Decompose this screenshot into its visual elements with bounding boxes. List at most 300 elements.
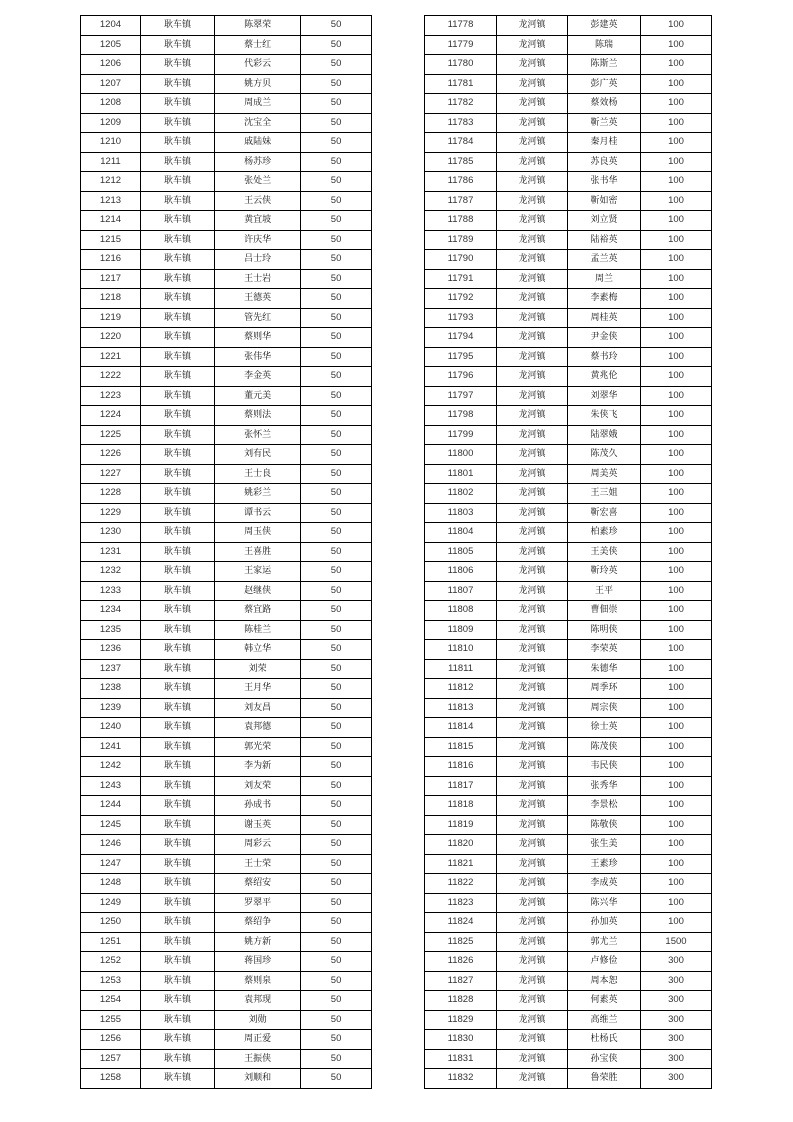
row-number: 1223 xyxy=(81,386,141,406)
name-cell: 鲁荣胜 xyxy=(568,1069,641,1089)
row-number: 11792 xyxy=(425,289,497,309)
amount-cell: 50 xyxy=(301,386,372,406)
table-row xyxy=(81,230,372,250)
town-cell: 龙河镇 xyxy=(497,55,568,75)
amount-cell: 50 xyxy=(301,523,372,543)
amount-cell: 100 xyxy=(641,152,712,172)
table-row xyxy=(81,523,372,543)
name-cell: 陈斯兰 xyxy=(568,55,641,75)
amount-cell: 50 xyxy=(301,815,372,835)
town-cell: 龙河镇 xyxy=(497,815,568,835)
table-row xyxy=(81,445,372,465)
amount-cell: 100 xyxy=(641,211,712,231)
table-row xyxy=(81,893,372,913)
name-cell: 靳兰英 xyxy=(568,113,641,133)
table-row xyxy=(81,55,372,75)
amount-cell: 300 xyxy=(641,1069,712,1089)
amount-cell: 50 xyxy=(301,776,372,796)
name-cell: 周季环 xyxy=(568,679,641,699)
amount-cell: 50 xyxy=(301,406,372,426)
town-cell: 龙河镇 xyxy=(497,425,568,445)
amount-cell: 100 xyxy=(641,718,712,738)
table-row xyxy=(425,289,712,309)
row-number: 1208 xyxy=(81,94,141,114)
name-cell: 周正爱 xyxy=(215,1030,301,1050)
name-cell: 柏素珍 xyxy=(568,523,641,543)
amount-cell: 100 xyxy=(641,523,712,543)
table-row xyxy=(81,562,372,582)
amount-cell: 300 xyxy=(641,1030,712,1050)
table-row xyxy=(81,620,372,640)
town-cell: 龙河镇 xyxy=(497,328,568,348)
name-cell: 王振侠 xyxy=(215,1049,301,1069)
name-cell: 陈兴华 xyxy=(568,893,641,913)
amount-cell: 50 xyxy=(301,250,372,270)
table-row xyxy=(425,737,712,757)
table-row xyxy=(81,659,372,679)
town-cell: 耿车镇 xyxy=(140,250,214,270)
row-number: 11826 xyxy=(425,952,497,972)
table-row xyxy=(425,835,712,855)
table-row xyxy=(425,1049,712,1069)
name-cell: 朱德华 xyxy=(568,659,641,679)
name-cell: 陈茂久 xyxy=(568,445,641,465)
row-number: 11805 xyxy=(425,542,497,562)
town-cell: 龙河镇 xyxy=(497,601,568,621)
town-cell: 耿车镇 xyxy=(140,757,214,777)
amount-cell: 50 xyxy=(301,893,372,913)
table-row xyxy=(425,620,712,640)
row-number: 11809 xyxy=(425,620,497,640)
name-cell: 李金英 xyxy=(215,367,301,387)
table-row xyxy=(81,347,372,367)
town-cell: 龙河镇 xyxy=(497,835,568,855)
name-cell: 代彩云 xyxy=(215,55,301,75)
name-cell: 靳玲英 xyxy=(568,562,641,582)
name-cell: 李成英 xyxy=(568,874,641,894)
town-cell: 耿车镇 xyxy=(140,152,214,172)
table-row xyxy=(425,1010,712,1030)
town-cell: 龙河镇 xyxy=(497,581,568,601)
row-number: 1210 xyxy=(81,133,141,153)
name-cell: 高维兰 xyxy=(568,1010,641,1030)
amount-cell: 100 xyxy=(641,659,712,679)
table-row xyxy=(81,971,372,991)
table-row xyxy=(425,172,712,192)
table-row xyxy=(425,250,712,270)
town-cell: 耿车镇 xyxy=(140,133,214,153)
table-row xyxy=(425,328,712,348)
name-cell: 刘有民 xyxy=(215,445,301,465)
row-number: 1204 xyxy=(81,16,141,36)
row-number: 1229 xyxy=(81,503,141,523)
town-cell: 龙河镇 xyxy=(497,679,568,699)
table-row xyxy=(425,1030,712,1050)
table-row xyxy=(81,250,372,270)
amount-cell: 100 xyxy=(641,425,712,445)
table-row xyxy=(425,659,712,679)
row-number: 1216 xyxy=(81,250,141,270)
amount-cell: 100 xyxy=(641,815,712,835)
name-cell: 黄兆伦 xyxy=(568,367,641,387)
row-number: 1205 xyxy=(81,35,141,55)
amount-cell: 50 xyxy=(301,16,372,36)
town-cell: 龙河镇 xyxy=(497,1010,568,1030)
table-row xyxy=(81,35,372,55)
row-number: 11830 xyxy=(425,1030,497,1050)
town-cell: 龙河镇 xyxy=(497,74,568,94)
amount-cell: 50 xyxy=(301,445,372,465)
row-number: 1235 xyxy=(81,620,141,640)
amount-cell: 100 xyxy=(641,776,712,796)
row-number: 1215 xyxy=(81,230,141,250)
town-cell: 龙河镇 xyxy=(497,796,568,816)
name-cell: 王喜胜 xyxy=(215,542,301,562)
name-cell: 张书华 xyxy=(568,172,641,192)
name-cell: 刘友荣 xyxy=(215,776,301,796)
row-number: 1221 xyxy=(81,347,141,367)
amount-cell: 100 xyxy=(641,386,712,406)
row-number: 11816 xyxy=(425,757,497,777)
town-cell: 龙河镇 xyxy=(497,542,568,562)
name-cell: 靳宏喜 xyxy=(568,503,641,523)
table-row xyxy=(425,952,712,972)
row-number: 11802 xyxy=(425,484,497,504)
town-cell: 龙河镇 xyxy=(497,776,568,796)
table-row xyxy=(81,542,372,562)
table-row xyxy=(425,484,712,504)
table-row xyxy=(81,1010,372,1030)
name-cell: 姚彩兰 xyxy=(215,484,301,504)
row-number: 11824 xyxy=(425,913,497,933)
amount-cell: 100 xyxy=(641,874,712,894)
row-number: 1248 xyxy=(81,874,141,894)
table-row xyxy=(81,406,372,426)
name-cell: 袁邦德 xyxy=(215,718,301,738)
table-row xyxy=(425,464,712,484)
town-cell: 耿车镇 xyxy=(140,269,214,289)
table-row xyxy=(81,679,372,699)
name-cell: 刘顺和 xyxy=(215,1069,301,1089)
amount-cell: 100 xyxy=(641,464,712,484)
amount-cell: 50 xyxy=(301,133,372,153)
town-cell: 耿车镇 xyxy=(140,796,214,816)
table-row xyxy=(425,1069,712,1089)
amount-cell: 50 xyxy=(301,757,372,777)
amount-cell: 50 xyxy=(301,152,372,172)
amount-cell: 50 xyxy=(301,191,372,211)
row-number: 11784 xyxy=(425,133,497,153)
name-cell: 谢玉英 xyxy=(215,815,301,835)
amount-cell: 50 xyxy=(301,874,372,894)
right-table xyxy=(424,15,712,1089)
table-row xyxy=(81,815,372,835)
table-row xyxy=(425,211,712,231)
amount-cell: 100 xyxy=(641,484,712,504)
town-cell: 耿车镇 xyxy=(140,113,214,133)
town-cell: 耿车镇 xyxy=(140,386,214,406)
row-number: 11783 xyxy=(425,113,497,133)
table-row xyxy=(81,503,372,523)
row-number: 11829 xyxy=(425,1010,497,1030)
town-cell: 龙河镇 xyxy=(497,874,568,894)
town-cell: 耿车镇 xyxy=(140,464,214,484)
table-row xyxy=(425,913,712,933)
town-cell: 龙河镇 xyxy=(497,386,568,406)
table-row xyxy=(81,796,372,816)
row-number: 11800 xyxy=(425,445,497,465)
town-cell: 龙河镇 xyxy=(497,562,568,582)
table-row xyxy=(425,640,712,660)
row-number: 1238 xyxy=(81,679,141,699)
row-number: 1253 xyxy=(81,971,141,991)
town-cell: 龙河镇 xyxy=(497,211,568,231)
town-cell: 耿车镇 xyxy=(140,874,214,894)
table-row xyxy=(81,932,372,952)
name-cell: 王士良 xyxy=(215,464,301,484)
amount-cell: 100 xyxy=(641,679,712,699)
table-row xyxy=(425,854,712,874)
town-cell: 龙河镇 xyxy=(497,523,568,543)
row-number: 11827 xyxy=(425,971,497,991)
town-cell: 耿车镇 xyxy=(140,94,214,114)
name-cell: 陈明侠 xyxy=(568,620,641,640)
table-row xyxy=(425,406,712,426)
amount-cell: 50 xyxy=(301,718,372,738)
name-cell: 李景松 xyxy=(568,796,641,816)
table-row xyxy=(81,718,372,738)
amount-cell: 100 xyxy=(641,698,712,718)
table-row xyxy=(425,347,712,367)
amount-cell: 100 xyxy=(641,854,712,874)
table-row xyxy=(425,581,712,601)
town-cell: 龙河镇 xyxy=(497,913,568,933)
name-cell: 蔡则泉 xyxy=(215,971,301,991)
town-cell: 龙河镇 xyxy=(497,718,568,738)
amount-cell: 100 xyxy=(641,757,712,777)
amount-cell: 50 xyxy=(301,835,372,855)
amount-cell: 50 xyxy=(301,425,372,445)
town-cell: 龙河镇 xyxy=(497,1030,568,1050)
table-row xyxy=(425,35,712,55)
amount-cell: 50 xyxy=(301,1049,372,1069)
table-row xyxy=(81,328,372,348)
town-cell: 耿车镇 xyxy=(140,854,214,874)
name-cell: 刘立贤 xyxy=(568,211,641,231)
town-cell: 龙河镇 xyxy=(497,445,568,465)
amount-cell: 100 xyxy=(641,133,712,153)
name-cell: 靳如密 xyxy=(568,191,641,211)
town-cell: 龙河镇 xyxy=(497,640,568,660)
row-number: 11832 xyxy=(425,1069,497,1089)
town-cell: 耿车镇 xyxy=(140,581,214,601)
amount-cell: 100 xyxy=(641,406,712,426)
row-number: 11798 xyxy=(425,406,497,426)
row-number: 11786 xyxy=(425,172,497,192)
name-cell: 王月华 xyxy=(215,679,301,699)
name-cell: 陆裕英 xyxy=(568,230,641,250)
town-cell: 耿车镇 xyxy=(140,367,214,387)
row-number: 1207 xyxy=(81,74,141,94)
name-cell: 朱侠飞 xyxy=(568,406,641,426)
name-cell: 沈宝全 xyxy=(215,113,301,133)
name-cell: 王美侠 xyxy=(568,542,641,562)
name-cell: 王素珍 xyxy=(568,854,641,874)
name-cell: 蒋国珍 xyxy=(215,952,301,972)
table-row xyxy=(81,308,372,328)
amount-cell: 50 xyxy=(301,172,372,192)
town-cell: 耿车镇 xyxy=(140,640,214,660)
row-number: 1227 xyxy=(81,464,141,484)
table-row xyxy=(81,952,372,972)
row-number: 11820 xyxy=(425,835,497,855)
town-cell: 耿车镇 xyxy=(140,932,214,952)
name-cell: 陈桂兰 xyxy=(215,620,301,640)
table-row xyxy=(81,16,372,36)
amount-cell: 100 xyxy=(641,347,712,367)
town-cell: 耿车镇 xyxy=(140,425,214,445)
name-cell: 周桂英 xyxy=(568,308,641,328)
town-cell: 耿车镇 xyxy=(140,523,214,543)
amount-cell: 100 xyxy=(641,640,712,660)
row-number: 11811 xyxy=(425,659,497,679)
amount-cell: 300 xyxy=(641,1010,712,1030)
row-number: 11785 xyxy=(425,152,497,172)
row-number: 1247 xyxy=(81,854,141,874)
row-number: 1213 xyxy=(81,191,141,211)
row-number: 11781 xyxy=(425,74,497,94)
name-cell: 赵继侠 xyxy=(215,581,301,601)
town-cell: 龙河镇 xyxy=(497,133,568,153)
name-cell: 孟兰英 xyxy=(568,250,641,270)
row-number: 1218 xyxy=(81,289,141,309)
name-cell: 陈茂侠 xyxy=(568,737,641,757)
amount-cell: 50 xyxy=(301,1030,372,1050)
name-cell: 李为新 xyxy=(215,757,301,777)
name-cell: 杜杨氏 xyxy=(568,1030,641,1050)
row-number: 1251 xyxy=(81,932,141,952)
town-cell: 耿车镇 xyxy=(140,698,214,718)
town-cell: 龙河镇 xyxy=(497,347,568,367)
row-number: 11814 xyxy=(425,718,497,738)
table-row xyxy=(425,718,712,738)
table-row xyxy=(425,230,712,250)
name-cell: 谭书云 xyxy=(215,503,301,523)
amount-cell: 100 xyxy=(641,94,712,114)
row-number: 11801 xyxy=(425,464,497,484)
town-cell: 耿车镇 xyxy=(140,191,214,211)
amount-cell: 100 xyxy=(641,620,712,640)
town-cell: 耿车镇 xyxy=(140,74,214,94)
name-cell: 吕士玲 xyxy=(215,250,301,270)
amount-cell: 300 xyxy=(641,971,712,991)
amount-cell: 50 xyxy=(301,464,372,484)
town-cell: 龙河镇 xyxy=(497,35,568,55)
name-cell: 周彩云 xyxy=(215,835,301,855)
row-number: 11810 xyxy=(425,640,497,660)
town-cell: 龙河镇 xyxy=(497,464,568,484)
town-cell: 耿车镇 xyxy=(140,1030,214,1050)
town-cell: 龙河镇 xyxy=(497,932,568,952)
table-row xyxy=(81,757,372,777)
amount-cell: 50 xyxy=(301,367,372,387)
row-number: 1233 xyxy=(81,581,141,601)
table-row xyxy=(81,698,372,718)
name-cell: 郭尤兰 xyxy=(568,932,641,952)
table-row xyxy=(81,191,372,211)
name-cell: 蔡效杨 xyxy=(568,94,641,114)
table-row xyxy=(425,308,712,328)
town-cell: 龙河镇 xyxy=(497,659,568,679)
amount-cell: 1500 xyxy=(641,932,712,952)
table-row xyxy=(81,425,372,445)
row-number: 1257 xyxy=(81,1049,141,1069)
town-cell: 耿车镇 xyxy=(140,1069,214,1089)
table-row xyxy=(425,113,712,133)
town-cell: 耿车镇 xyxy=(140,1010,214,1030)
name-cell: 罗翠平 xyxy=(215,893,301,913)
town-cell: 龙河镇 xyxy=(497,367,568,387)
row-number: 1232 xyxy=(81,562,141,582)
table-row xyxy=(81,367,372,387)
name-cell: 李荣英 xyxy=(568,640,641,660)
amount-cell: 50 xyxy=(301,854,372,874)
row-number: 1230 xyxy=(81,523,141,543)
table-row xyxy=(81,211,372,231)
row-number: 11780 xyxy=(425,55,497,75)
amount-cell: 100 xyxy=(641,172,712,192)
row-number: 1224 xyxy=(81,406,141,426)
table-row xyxy=(425,991,712,1011)
row-number: 11819 xyxy=(425,815,497,835)
table-row xyxy=(81,581,372,601)
name-cell: 张怀兰 xyxy=(215,425,301,445)
table-row xyxy=(81,152,372,172)
name-cell: 韦民侠 xyxy=(568,757,641,777)
town-cell: 耿车镇 xyxy=(140,679,214,699)
row-number: 1239 xyxy=(81,698,141,718)
row-number: 11796 xyxy=(425,367,497,387)
town-cell: 龙河镇 xyxy=(497,152,568,172)
amount-cell: 50 xyxy=(301,659,372,679)
town-cell: 耿车镇 xyxy=(140,172,214,192)
table-row xyxy=(425,796,712,816)
right-table-body xyxy=(425,16,712,1089)
table-row xyxy=(425,269,712,289)
row-number: 11790 xyxy=(425,250,497,270)
name-cell: 张伟华 xyxy=(215,347,301,367)
row-number: 11825 xyxy=(425,932,497,952)
left-table-body xyxy=(81,16,372,1089)
town-cell: 耿车镇 xyxy=(140,991,214,1011)
name-cell: 蔡则法 xyxy=(215,406,301,426)
name-cell: 袁邦现 xyxy=(215,991,301,1011)
row-number: 11818 xyxy=(425,796,497,816)
table-row xyxy=(425,815,712,835)
amount-cell: 50 xyxy=(301,503,372,523)
name-cell: 秦月桂 xyxy=(568,133,641,153)
table-row xyxy=(81,1069,372,1089)
town-cell: 龙河镇 xyxy=(497,230,568,250)
name-cell: 刘荣 xyxy=(215,659,301,679)
row-number: 11821 xyxy=(425,854,497,874)
row-number: 1254 xyxy=(81,991,141,1011)
table-row xyxy=(425,445,712,465)
table-row xyxy=(425,152,712,172)
name-cell: 戚陆妹 xyxy=(215,133,301,153)
amount-cell: 50 xyxy=(301,1069,372,1089)
amount-cell: 100 xyxy=(641,250,712,270)
